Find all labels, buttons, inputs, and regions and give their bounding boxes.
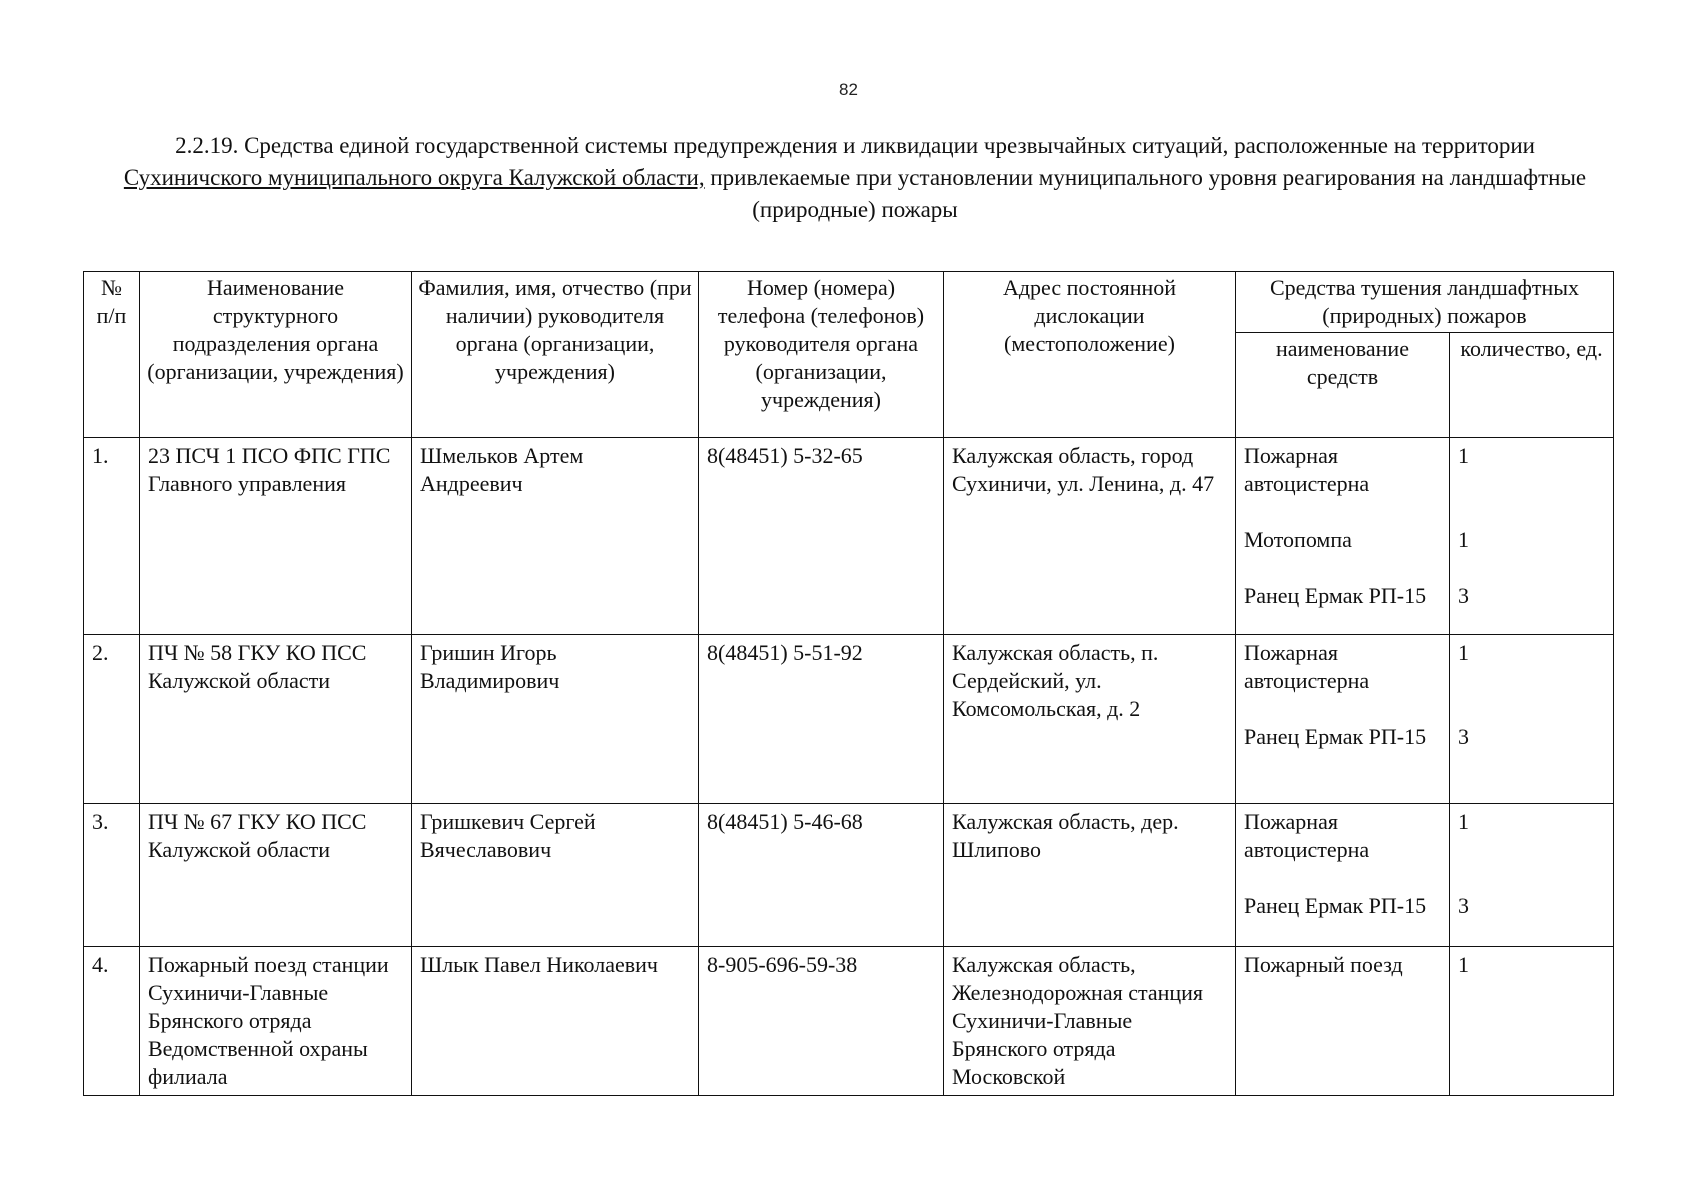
table-row bbox=[84, 947, 1614, 1096]
equipment-qty: 1 bbox=[1458, 443, 1469, 468]
equipment-qty: 1 bbox=[1458, 527, 1469, 552]
cell-head: Гришкевич Сергей Вячеславович bbox=[412, 804, 699, 947]
table-row bbox=[84, 438, 1614, 635]
equipment-name: Ранец Ермак РП-15 bbox=[1244, 724, 1427, 749]
cell-address: Калужская область, п. Сердейский, ул. Комсомольская, д. 2 bbox=[944, 635, 1236, 804]
equipment-name: Ранец Ермак РП-15 bbox=[1244, 583, 1427, 608]
cell-means-qty bbox=[1450, 635, 1614, 804]
equipment-qty: 1 bbox=[1458, 809, 1469, 834]
cell-means-qty bbox=[1450, 438, 1614, 635]
cell-num: 2. bbox=[84, 635, 140, 804]
equipment-qty: 1 bbox=[1458, 952, 1469, 977]
cell-head: Гришин Игорь Владимирович bbox=[412, 635, 699, 804]
header-means-qty: количество, ед. bbox=[1450, 333, 1614, 438]
cell-org: 23 ПСЧ 1 ПСО ФПС ГПС Главного управления bbox=[140, 438, 412, 635]
table-header-row bbox=[84, 272, 1614, 333]
cell-org: Пожарный поезд станции Сухиничи-Главные Брянского отряда Ведомственной охраны филиала bbox=[140, 947, 412, 1096]
header-org: Наименование структурного подразделения органа (организации, учреждения) bbox=[140, 272, 412, 438]
cell-phone: 8(48451) 5-51-92 bbox=[699, 635, 944, 804]
equipment-name: Пожарный поезд bbox=[1244, 952, 1403, 977]
equipment-qty: 1 bbox=[1458, 640, 1469, 665]
header-phone: Номер (номера) телефона (телефонов) руководителя органа (организации, учреждения) bbox=[699, 272, 944, 438]
page-number: 82 bbox=[839, 80, 858, 99]
equipment-qty: 3 bbox=[1458, 893, 1469, 918]
cell-address: Калужская область, дер. Шлипово bbox=[944, 804, 1236, 947]
cell-address: Калужская область, город Сухиничи, ул. Ленина, д. 47 bbox=[944, 438, 1236, 635]
document-heading bbox=[110, 130, 1600, 226]
cell-phone: 8-905-696-59-38 bbox=[699, 947, 944, 1096]
cell-num: 3. bbox=[84, 804, 140, 947]
cell-org: ПЧ № 67 ГКУ КО ПСС Калужской области bbox=[140, 804, 412, 947]
cell-means-names bbox=[1236, 804, 1450, 947]
heading-text-part2: привлекаемые при установлении муниципального уровня реагирования на ландшафтные (природные) пожары bbox=[704, 165, 1587, 222]
cell-head: Шлык Павел Николаевич bbox=[412, 947, 699, 1096]
header-num: № п/п bbox=[84, 272, 140, 438]
fire-means-table bbox=[83, 271, 1614, 1096]
equipment-qty: 3 bbox=[1458, 724, 1469, 749]
equipment-name: Пожарная автоцистерна bbox=[1244, 809, 1370, 862]
header-means-group: Средства тушения ландшафтных (природных) пожаров bbox=[1236, 272, 1614, 333]
cell-address: Калужская область, Железнодорожная станция Сухиничи-Главные Брянского отряда Московской bbox=[944, 947, 1236, 1096]
cell-num: 1. bbox=[84, 438, 140, 635]
heading-text-part1: 2.2.19. Средства единой государственной системы предупреждения и ликвидации чрезвычайных ситуаций, расположенные на территории bbox=[175, 133, 1535, 158]
heading-underlined-municipality: Сухиничского муниципального округа Калужской области, bbox=[123, 165, 705, 190]
equipment-name: Пожарная автоцистерна bbox=[1244, 640, 1370, 693]
header-head: Фамилия, имя, отчество (при наличии) руководителя органа (организации, учреждения) bbox=[412, 272, 699, 438]
cell-head: Шмельков Артем Андреевич bbox=[412, 438, 699, 635]
equipment-name: Пожарная автоцистерна bbox=[1244, 443, 1370, 496]
cell-phone: 8(48451) 5-46-68 bbox=[699, 804, 944, 947]
header-address: Адрес постоянной дислокации (местоположение) bbox=[944, 272, 1236, 438]
equipment-name: Ранец Ермак РП-15 bbox=[1244, 893, 1427, 918]
table-row bbox=[84, 804, 1614, 947]
cell-org: ПЧ № 58 ГКУ КО ПСС Калужской области bbox=[140, 635, 412, 804]
equipment-name: Мотопомпа bbox=[1244, 527, 1352, 552]
cell-num: 4. bbox=[84, 947, 140, 1096]
cell-means-names bbox=[1236, 635, 1450, 804]
equipment-qty: 3 bbox=[1458, 583, 1469, 608]
cell-phone: 8(48451) 5-32-65 bbox=[699, 438, 944, 635]
cell-means-names bbox=[1236, 947, 1450, 1096]
table-row bbox=[84, 635, 1614, 804]
cell-means-names bbox=[1236, 438, 1450, 635]
cell-means-qty bbox=[1450, 804, 1614, 947]
cell-means-qty bbox=[1450, 947, 1614, 1096]
header-means-name: наименование средств bbox=[1236, 333, 1450, 438]
